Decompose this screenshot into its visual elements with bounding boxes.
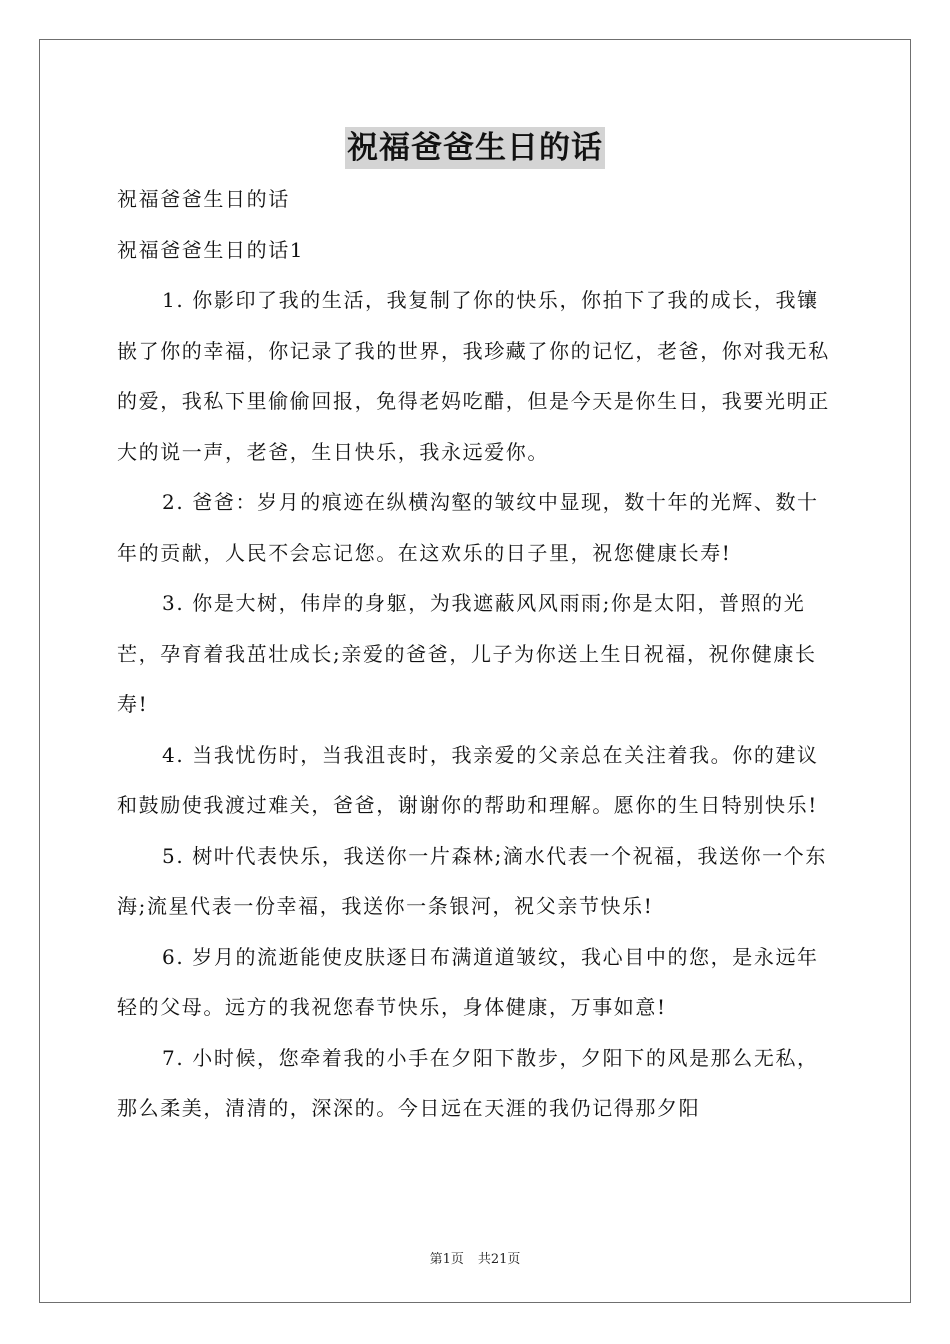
page-footer — [0, 1248, 950, 1267]
paragraph-1: 1. 你影印了我的生活，我复制了你的快乐，你拍下了我的成长，我镶嵌了你的幸福，你记录了我的世界，我珍藏了你的记忆，老爸，你对我无私的爱，我私下里偷偷回报，免得老妈吃醋，但是今天是你生日，我要光明正大的说一声，老爸，生日快乐，我永远爱你。 — [117, 288, 830, 464]
paragraph-2: 2. 爸爸：岁月的痕迹在纵横沟壑的皱纹中显现，数十年的光辉、数十年的贡献，人民不会忘记您。在这欢乐的日子里，祝您健康长寿! — [117, 490, 819, 565]
section-heading: 祝福爸爸生日的话1 — [117, 237, 305, 262]
page-number-total: 共21页 — [477, 1252, 521, 1267]
paragraph-5: 5. 树叶代表快乐，我送你一片森林;滴水代表一个祝福，我送你一个东海;流星代表一份幸福，我送你一条银河，祝父亲节快乐! — [117, 843, 827, 918]
paragraph-3: 3. 你是大树，伟岸的身躯，为我遮蔽风风雨雨;你是太阳，普照的光芒，孕育着我茁壮成长;亲爱的爸爸，儿子为你送上生日祝福，祝你健康长寿! — [117, 591, 817, 716]
document-title: 祝福爸爸生日的话 — [345, 127, 605, 169]
paragraph-7: 7. 小时候，您牵着我的小手在夕阳下散步，夕阳下的风是那么无私，那么柔美，清清的，深深的。今日远在天涯的我仍记得那夕阳 — [117, 1045, 819, 1120]
subtitle-line: 祝福爸爸生日的话 — [117, 187, 290, 211]
paragraph-4: 4. 当我忧伤时，当我沮丧时，我亲爱的父亲总在关注着我。你的建议和鼓励使我渡过难关，爸爸，谢谢你的帮助和理解。愿你的生日特别快乐! — [117, 742, 819, 817]
title-container — [0, 127, 950, 169]
page-number-current: 第1页 — [429, 1252, 464, 1267]
paragraph-6: 6. 岁月的流逝能使皮肤逐日布满道道皱纹，我心目中的您，是永远年轻的父母。远方的我祝您春节快乐，身体健康，万事如意! — [117, 944, 819, 1019]
document-body — [117, 174, 837, 1134]
